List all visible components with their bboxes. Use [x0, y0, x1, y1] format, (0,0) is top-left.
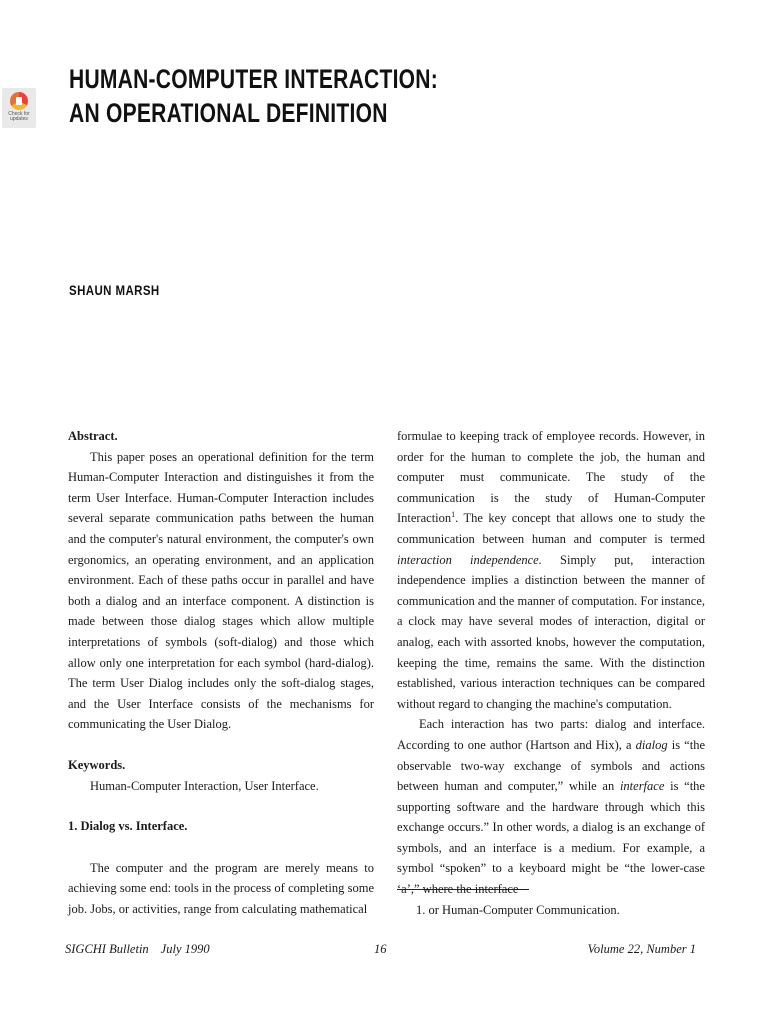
text-run: . The key concept that allows one to study the communication between human and computer is termed	[397, 511, 705, 546]
abstract-heading: Abstract.	[68, 429, 118, 443]
footnote-ref: 1	[451, 510, 456, 520]
right-paragraph-2	[397, 714, 705, 899]
journal-name: SIGCHI Bulletin	[65, 942, 149, 956]
text-run: Each interaction has two parts: dialog and interface. According to one author (Hartson and Hix), a	[397, 717, 705, 752]
emphasis-term: dialog	[635, 737, 668, 752]
paper-title	[69, 62, 438, 130]
right-column	[397, 426, 705, 900]
check-for-updates-badge[interactable]	[2, 88, 36, 128]
footnote-rule	[397, 889, 529, 890]
right-paragraph-1	[397, 426, 705, 714]
section-1-heading: 1. Dialog vs. Interface.	[68, 819, 188, 834]
title-line-1: HUMAN-COMPUTER INTERACTION:	[69, 64, 438, 94]
text-run: formulae to keeping track of employee records. However, in order for the human to complete the job, the human and computer must communicate. The study of the communication is the study of Human-Computer Interaction	[397, 429, 705, 526]
issue-date: July 1990	[160, 942, 210, 956]
footnote: 1. or Human-Computer Communication.	[416, 903, 620, 917]
text-run: Simply put, interaction independence implies a distinction between the manner of communication and the manner of computation. For instance, a clock may have several modes of interaction, digital or analog, each with assorted knobs, however the computation, keeping the time, remains the same. With the distinction established, various interaction techniques can be compared without regard to changing the machine's computation.	[397, 552, 705, 711]
keywords-text: Human-Computer Interaction, User Interface.	[90, 778, 319, 793]
left-column	[68, 426, 374, 919]
badge-text: Check for updates	[8, 111, 30, 122]
crossmark-icon	[10, 92, 28, 110]
footer-journal	[65, 942, 210, 957]
abstract-text: This paper poses an operational definition for the term Human-Computer Interaction and distinguishes it from the term User Interface. Human-Computer Interaction includes several separate communication paths between the human and the computer's natural environment, the computer's own ergonomics, an operating environment, and an application environment. Each of these paths occur in parallel and have both a dialog and an interface component. A distinction is made between those dialog stages which allow multiple interpretations of symbols (soft-dialog) and those which allow only one interpretation for each symbol (hard-dialog). The term User Dialog includes only the soft-dialog stages, and the User Interface consists of the mechanisms for communicating the User Dialog.	[68, 449, 374, 732]
volume-number: Volume 22, Number 1	[587, 942, 696, 956]
text-run: is “the observable two-way exchange of symbols and actions between human and computer,” while an	[397, 737, 705, 794]
text-run: is “the supporting software and the hardware through which this exchange occurs.” In other words, a dialog is an exchange of symbols, and an interface is a medium. For example, a symbol “spoken” to a keyboard might be “the lower-case ‘a’,” where the interface	[397, 779, 705, 897]
emphasis-term: interaction independence.	[397, 552, 542, 567]
emphasis-term: interface	[619, 779, 665, 794]
title-line-2: AN OPERATIONAL DEFINITION	[69, 98, 388, 128]
author-name: SHAUN MARSH	[69, 282, 160, 298]
section-1-paragraph: The computer and the program are merely means to achieving some end: tools in the process of completing some job. Jobs, or activities, range from calculating mathematical	[68, 860, 374, 916]
keywords-heading: Keywords.	[68, 757, 126, 772]
page-number: 16	[374, 942, 387, 956]
